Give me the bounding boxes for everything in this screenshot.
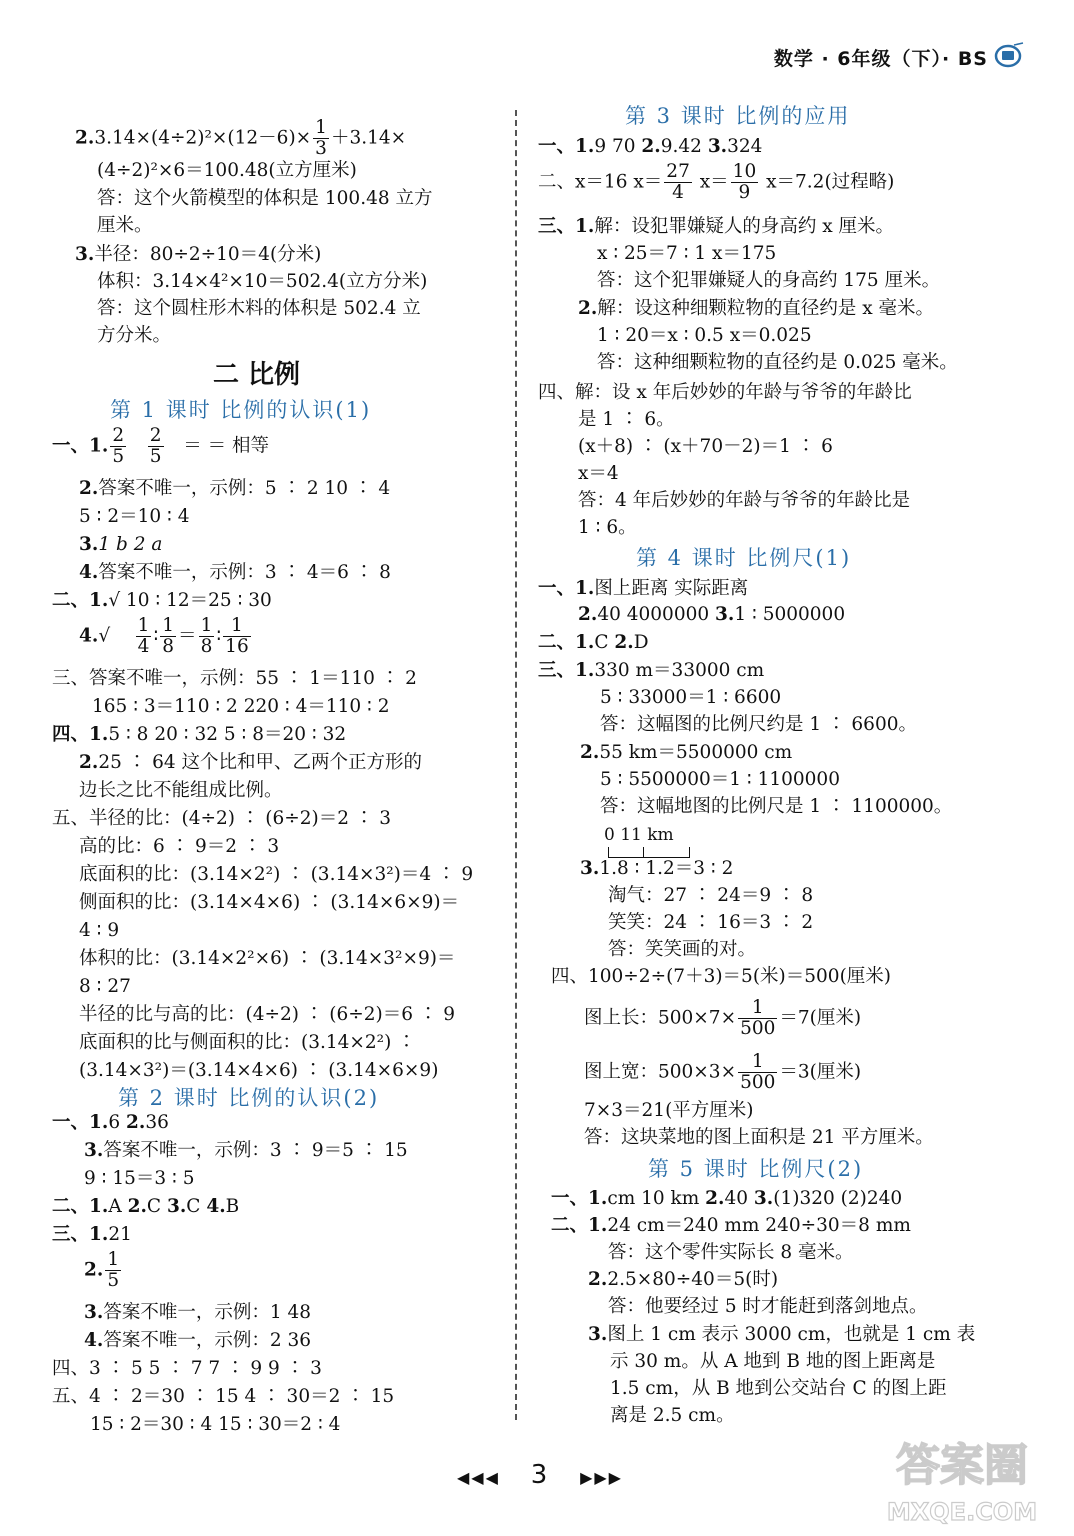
lesson-title: 第 5 课时 比例尺(2) [648,1157,864,1181]
answer-line: 厘米。 [97,215,153,236]
answer-line: 方分米。 [97,325,172,346]
answer-line: 3.1 b 2 a [79,534,163,555]
answer-line: 四、1.5 ∶ 8 20 ∶ 32 5 ∶ 8＝20 ∶ 32 [52,724,347,745]
answer-line: 3.半径：80÷2÷10＝4(分米) [75,244,322,265]
answer-line: 1 ∶ 20＝x ∶ 0.5 x＝0.025 [597,325,812,346]
answer-line: 7×3＝21(平方厘米) [584,1100,754,1121]
answer-line: 答：这幅地图的比例尺是 1 ∶ 1100000。 [600,796,953,817]
prev-arrows-icon: ◀◀◀ [457,1468,500,1487]
answer-line: (x＋8) ∶ (x＋70－2)＝1 ∶ 6 [578,436,833,457]
answer-line: 五、4 ∶ 2＝30 ∶ 15 4 ∶ 30＝2 ∶ 15 [52,1386,395,1407]
answer-line: 2.3.14×(4÷2)²×(12－6)× $\frac{1}{3}$ ＋3.14× [75,117,407,159]
section-title: 二 比例 [213,360,301,390]
answer-line: 答：这个圆柱形木料的体积是 502.4 立 [97,298,421,319]
answer-line: 一、1.9 70 2.9.42 3.324 [538,136,763,157]
fraction: $\frac{1}{3}$ [315,117,327,159]
answer-line: 答：这个犯罪嫌疑人的身高约 175 厘米。 [597,270,941,291]
answer-line: 9 ∶ 15＝3 ∶ 5 [84,1168,195,1189]
answer-line: (4÷2)²×6＝100.48(立方厘米) [97,160,357,181]
answer-line: 答：这幅图的比例尺约是 1 ∶ 6600。 [600,714,917,735]
lesson-title: 第 4 课时 比例尺(1) [636,546,852,570]
next-arrows-icon: ▶▶▶ [580,1468,623,1487]
lesson-title: 第 2 课时 比例的认识(2) [118,1086,380,1110]
answer-line: 答：这块菜地的图上面积是 21 平方厘米。 [584,1127,934,1148]
answer-line: 边长之比不能组成比例。 [79,780,283,801]
answer-line: 2.25 ∶ 64 这个比和甲、乙两个正方形的 [79,752,423,773]
answer-line: 15 ∶ 2＝30 ∶ 4 15 ∶ 30＝2 ∶ 4 [90,1414,341,1435]
answer-line: 2.答案不唯一，示例：5 ∶ 2 10 ∶ 4 [79,478,391,499]
answer-line: 2.40 4000000 3.1 ∶ 5000000 [578,604,846,625]
answer-line: 3.答案不唯一，示例：3 ∶ 9＝5 ∶ 15 [84,1140,408,1161]
answer-line: 二、1.√ 10 ∶ 12＝25 ∶ 30 [52,590,272,611]
answer-line: 3.1.8 ∶ 1.2＝3 ∶ 2 [580,858,734,879]
answer-line: 图上宽：500×3× $\frac{1}{500}$ ＝3(厘米) [584,1051,862,1093]
answer-line: 4 ∶ 9 [79,920,120,941]
answer-line: 2.2.5×80÷40＝5(时) [588,1269,779,1290]
answer-line: 2.解：设这种细颗粒物的直径约是 x 毫米。 [578,298,935,319]
answer-line: 淘气：27 ∶ 24＝9 ∶ 8 [608,885,814,906]
answer-line: 2. $\frac{1}{5}$ [84,1249,120,1291]
answer-line: 答：笑笑画的对。 [608,939,757,960]
answer-line: 半径的比与高的比：(4÷2) ∶ (6÷2)＝6 ∶ 9 [79,1004,456,1025]
svg-text:MXQE.COM: MXQE.COM [886,1498,1038,1526]
answer-line: 是 1 ∶ 6。 [578,409,675,430]
answer-line: 三、答案不唯一，示例：55 ∶ 1＝110 ∶ 2 [52,668,417,689]
answer-line: 离是 2.5 cm。 [610,1405,735,1426]
answer-line: 一、1. $\frac{2}{5}$ $\frac{2}{5}$ ＝ ＝ 相等 [52,425,269,467]
answer-line: 5 ∶ 5500000＝1 ∶ 1100000 [600,769,840,790]
answer-line: 体积：3.14×4²×10＝502.4(立方分米) [97,271,428,292]
answer-line: 底面积的比与侧面积的比：(3.14×2²) ∶ [79,1032,416,1053]
answer-line: 3.答案不唯一，示例：1 48 [84,1302,312,1323]
answer-line: 四、3 ∶ 5 5 ∶ 7 7 ∶ 9 9 ∶ 3 [52,1358,322,1379]
lesson-title: 第 3 课时 比例的应用 [625,104,851,128]
answer-line: 二、1.24 cm＝240 mm 240÷30＝8 mm [551,1215,911,1236]
answer-line: (3.14×3²)＝(3.14×4×6) ∶ (3.14×6×9) [79,1060,439,1081]
watermark-logo [862,1430,1062,1530]
answer-line: 五、半径的比：(4÷2) ∶ (6÷2)＝2 ∶ 3 [52,808,392,829]
answer-line: 笑笑：24 ∶ 16＝3 ∶ 2 [608,912,814,933]
book-icon [994,42,1024,68]
answer-line: 图上长：500×7× $\frac{1}{500}$ ＝7(厘米) [584,997,862,1039]
answer-line: 二、1.A 2.C 3.C 4.B [52,1196,240,1217]
answer-line: 底面积的比：(3.14×2²) ∶ (3.14×3²)＝4 ∶ 9 [79,864,474,885]
answer-line: 四、100÷2÷(7＋3)＝5(米)＝500(厘米) [551,966,892,987]
answer-line: 答：这个零件实际长 8 毫米。 [608,1242,854,1263]
answer-line: 5 ∶ 33000＝1 ∶ 6600 [600,687,782,708]
column-divider [515,110,517,1420]
answer-line: 三、1.解：设犯罪嫌疑人的身高约 x 厘米。 [538,216,895,237]
answer-line: 答：这个火箭模型的体积是 100.48 立方 [97,188,433,209]
answer-line: 侧面积的比：(3.14×4×6) ∶ (3.14×6×9)＝ [79,892,460,913]
answer-line: 4.答案不唯一，示例：2 36 [84,1330,312,1351]
answer-line: 165 ∶ 3＝110 ∶ 2 220 ∶ 4＝110 ∶ 2 [92,696,390,717]
answer-line: 4.答案不唯一，示例：3 ∶ 4＝6 ∶ 8 [79,562,391,583]
answer-line: 二、x＝16 x＝ $\frac{27}{4}$ x＝ $\frac{10}{9}$ x＝7.2(过程略) [538,161,895,203]
answer-line: 答：这种细颗粒物的直径约是 0.025 毫米。 [597,352,958,373]
answer-line: 一、1.cm 10 km 2.40 3.(1)320 (2)240 [551,1188,903,1209]
answer-line: 一、1.图上距离 实际距离 [538,578,749,599]
answer-line: 1 ∶ 6。 [578,517,637,538]
page-header: 数学 · 6年级（下）· BS [773,48,988,70]
answer-line: 答：4 年后妙妙的年龄与爷爷的年龄比是 [578,490,911,511]
answer-line: 三、1.330 m＝33000 cm [538,660,765,681]
answer-line: 3.图上 1 cm 表示 3000 cm，也就是 1 cm 表 [588,1324,976,1345]
svg-text:答案圈: 答案圈 [896,1440,1028,1491]
answer-line: 5 ∶ 2＝10 ∶ 4 [79,506,190,527]
answer-line: 一、1.6 2.36 [52,1112,169,1133]
answer-line: 二、1.C 2.D [538,632,649,653]
scale-label: 0 11 km [604,825,674,845]
answer-line: 8 ∶ 27 [79,976,131,997]
answer-line: 示 30 m。从 A 地到 B 地的图上距离是 [610,1351,936,1372]
answer-line: 三、1.21 [52,1224,132,1245]
answer-line: x＝4 [578,463,619,484]
answer-line: 2.55 km＝5500000 cm [580,742,793,763]
answer-line: 体积的比：(3.14×2²×6) ∶ (3.14×3²×9)＝ [79,948,456,969]
answer-line: 4.√ $\frac{1}{4}$ ∶ $\frac{1}{8}$ ＝ $\frac{1}{8}$ ∶ $\frac{1}{16}$ [79,615,249,657]
answer-line: 四、解：设 x 年后妙妙的年龄与爷爷的年龄比 [538,382,912,403]
page-footer [420,1460,660,1490]
page-number: 3 [530,1460,550,1490]
answer-line: x ∶ 25＝7 ∶ 1 x＝175 [597,243,777,264]
answer-line: 1.5 cm，从 B 地到公交站台 C 的图上距 [610,1378,947,1399]
answer-line: 高的比：6 ∶ 9＝2 ∶ 3 [79,836,280,857]
answer-line: 答：他要经过 5 时才能赶到落剑地点。 [608,1296,928,1317]
lesson-title: 第 1 课时 比例的认识(1) [110,398,372,422]
